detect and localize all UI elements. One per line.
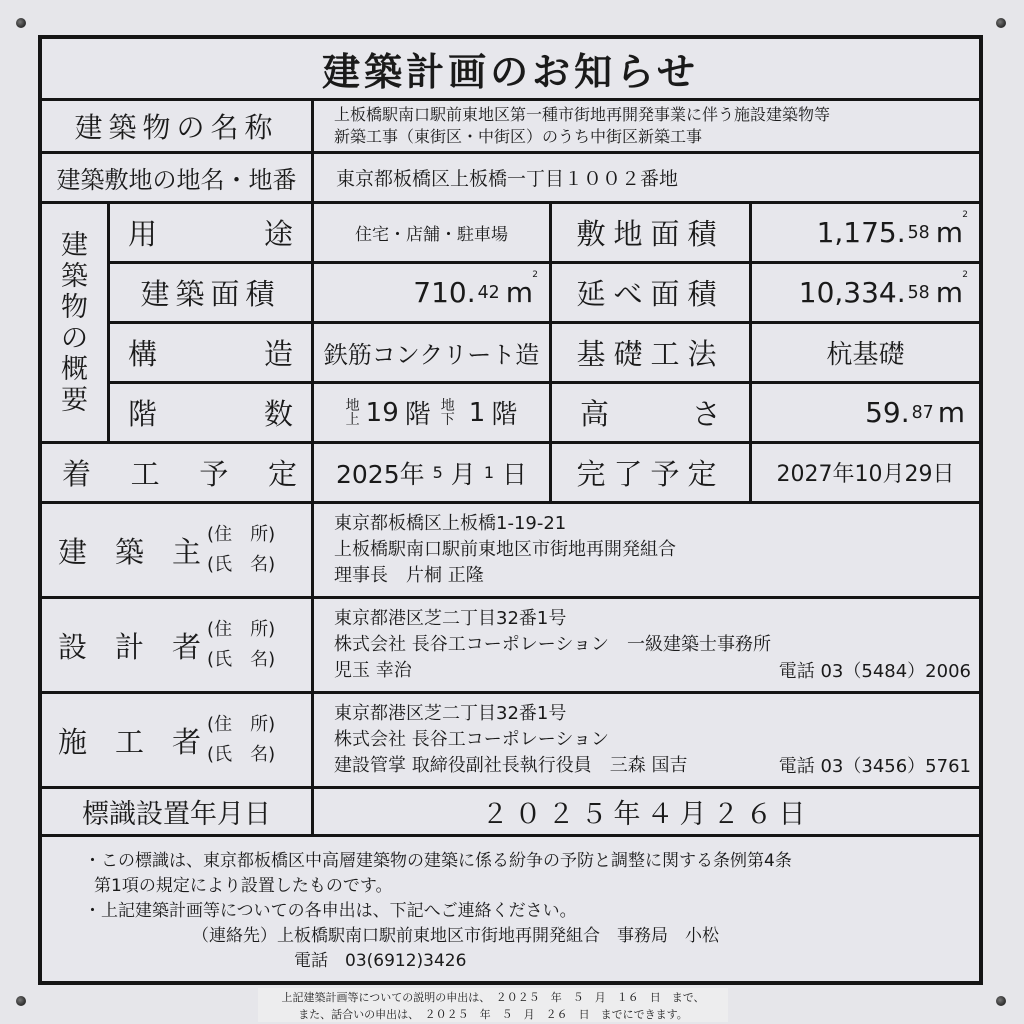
contractor-company: 株式会社 長谷工コーポレーション	[334, 729, 610, 750]
contractor-address: 東京都港区芝二丁目32番1号	[334, 703, 567, 724]
start-day-unit: 日	[502, 459, 528, 489]
overview-char-3: 物	[61, 291, 88, 323]
use-label-char-2: 途	[263, 217, 293, 251]
owner-value	[314, 504, 979, 599]
height-value	[752, 384, 979, 444]
start-month-unit: 月	[450, 459, 476, 489]
site-area-dec: 58	[907, 222, 930, 243]
above-ground-floors: 19	[365, 397, 399, 428]
start-date-label	[42, 444, 314, 504]
footer-sticker-line-2: また、話合いの申出は、 ２０２５ 年 ５ 月 ２６ 日 までにできます。	[258, 1005, 728, 1022]
start-year: 2025年	[335, 459, 425, 489]
building-name-line-2: 新築工事（東街区・中街区）のうち中街区新築工事	[334, 127, 703, 146]
contractor-label	[42, 694, 314, 789]
site-area-value	[752, 204, 979, 264]
designer-value	[314, 599, 979, 694]
site-area-int: 1,175.	[816, 216, 906, 249]
site-address-label: 建築敷地の地名・地番	[42, 154, 314, 204]
completion-date-value: 2027年10月29日	[752, 444, 979, 504]
owner-label-char-2: 築	[115, 534, 145, 569]
meter-unit: m	[937, 396, 965, 429]
contractor-representative: 建設管掌 取締役副社長執行役員 三森 国吉	[334, 755, 688, 776]
contractor-sub-labels: (住 所) (氏 名)	[207, 714, 276, 765]
screw-top-left	[16, 18, 26, 28]
building-area-value	[314, 264, 552, 324]
contractor-label-char-1: 施	[58, 724, 88, 759]
owner-representative: 理事長 片桐 正隆	[334, 565, 484, 586]
use-value: 住宅・店舗・駐車場	[314, 204, 552, 264]
completion-date-label: 完了予定	[552, 444, 752, 504]
structure-value: 鉄筋コンクリート造	[314, 324, 552, 384]
contractor-label-char-2: 工	[115, 724, 145, 759]
floors-label-char-1: 階	[128, 397, 158, 431]
structure-label	[110, 324, 314, 384]
contact-info: （連絡先）上板橋駅南口駅前東地区市街地再開発組合 事務局 小松	[192, 926, 719, 946]
square-meter-unit: m 2	[935, 270, 968, 309]
floors-value	[314, 384, 552, 444]
start-label-char-4: 定	[267, 457, 297, 491]
note-line-3: ・上記建築計画等についての各申出は、下記へご連絡ください。	[84, 901, 577, 921]
start-month: 5	[432, 463, 443, 482]
sign-date-label: 標識設置年月日	[42, 789, 314, 837]
screw-top-right	[996, 18, 1006, 28]
height-label	[552, 384, 752, 444]
height-dec: 87	[911, 402, 934, 423]
height-label-char-1: 高	[580, 397, 610, 431]
contractor-value	[314, 694, 979, 789]
below-ground-prefix: 地 下	[440, 397, 455, 428]
above-ground-prefix: 地 上	[345, 397, 360, 428]
start-label-char-1: 着	[62, 457, 92, 491]
square-meter-unit: m 2	[505, 270, 538, 309]
owner-sub-labels: (住 所) (氏 名)	[207, 524, 276, 575]
foundation-value: 杭基礎	[752, 324, 979, 384]
designer-company: 株式会社 長谷工コーポレーション 一級建築士事務所	[334, 634, 771, 655]
height-int: 59.	[865, 396, 910, 429]
building-area-dec: 42	[477, 282, 500, 303]
contact-phone: 電話 03(6912)3426	[294, 951, 467, 971]
site-area-label: 敷地面積	[552, 204, 752, 264]
building-area-int: 710.	[413, 276, 476, 309]
designer-label-char-2: 計	[115, 629, 145, 664]
height-label-char-2: さ	[691, 397, 721, 431]
owner-label-char-3: 主	[172, 534, 202, 569]
start-label-char-3: 予	[199, 457, 229, 491]
designer-label-char-3: 者	[172, 629, 202, 664]
foundation-label: 基礎工法	[552, 324, 752, 384]
notice-title: 建築計画のお知らせ	[42, 39, 979, 101]
floor-unit: 階	[491, 400, 518, 430]
start-date-value	[314, 444, 552, 504]
overview-char-4: の	[61, 322, 88, 354]
designer-sub-labels: (住 所) (氏 名)	[207, 619, 276, 670]
designer-label	[42, 599, 314, 694]
use-label	[110, 204, 314, 264]
footer-sticker-line-1: 上記建築計画等についての説明の申出は、 ２０２５ 年 ５ 月 １６ 日 まで、	[258, 988, 728, 1005]
total-floor-area-int: 10,334.	[798, 276, 906, 309]
overview-char-1: 建	[61, 229, 88, 261]
contractor-label-char-3: 者	[172, 724, 202, 759]
building-area-label: 建築面積	[110, 264, 314, 324]
screw-bottom-left	[16, 996, 26, 1006]
overview-char-6: 要	[61, 384, 88, 416]
floors-label	[110, 384, 314, 444]
floor-unit: 階	[404, 400, 431, 430]
sign-date-value: ２０２５年４月２６日	[314, 789, 979, 837]
construction-notice-board	[38, 35, 983, 985]
below-ground-floors: 1	[468, 397, 486, 428]
start-label-char-2: 工	[130, 457, 160, 491]
square-meter-unit: m 2	[935, 210, 968, 249]
owner-label-char-1: 建	[58, 534, 88, 569]
building-name-label: 建築物の名称	[42, 101, 314, 154]
owner-address: 東京都板橋区上板橋1-19-21	[334, 513, 567, 534]
contractor-phone: 電話 03（3456）5761	[778, 756, 971, 777]
owner-organization: 上板橋駅南口駅前東地区市街地再開発組合	[334, 539, 676, 560]
structure-label-char-1: 構	[128, 337, 158, 371]
total-floor-area-label: 延べ面積	[552, 264, 752, 324]
designer-label-char-1: 設	[58, 629, 88, 664]
site-address-value: 東京都板橋区上板橋一丁目１００２番地	[314, 154, 979, 204]
start-day: 1	[483, 463, 494, 482]
overview-char-2: 築	[61, 260, 88, 292]
building-name-value	[314, 101, 979, 154]
notes-section	[42, 837, 979, 981]
floors-label-char-2: 数	[263, 397, 293, 431]
overview-char-5: 概	[61, 353, 88, 385]
total-floor-area-value	[752, 264, 979, 324]
building-name-line-1: 上板橋駅南口駅前東地区第一種市街地再開発事業に伴う施設建築物等	[334, 105, 831, 124]
designer-phone: 電話 03（5484）2006	[778, 661, 971, 682]
designer-address: 東京都港区芝二丁目32番1号	[334, 608, 567, 629]
screw-bottom-right	[996, 996, 1006, 1006]
note-line-2: 第1項の規定により設置したものです。	[94, 876, 393, 896]
overview-group-label	[42, 204, 110, 444]
owner-label	[42, 504, 314, 599]
use-label-char-1: 用	[128, 217, 158, 251]
designer-representative: 児玉 幸治	[334, 660, 412, 681]
total-floor-area-dec: 58	[907, 282, 930, 303]
note-line-1: ・この標識は、東京都板橋区中高層建築物の建築に係る紛争の予防と調整に関する条例第4条	[84, 851, 792, 871]
structure-label-char-2: 造	[263, 337, 293, 371]
